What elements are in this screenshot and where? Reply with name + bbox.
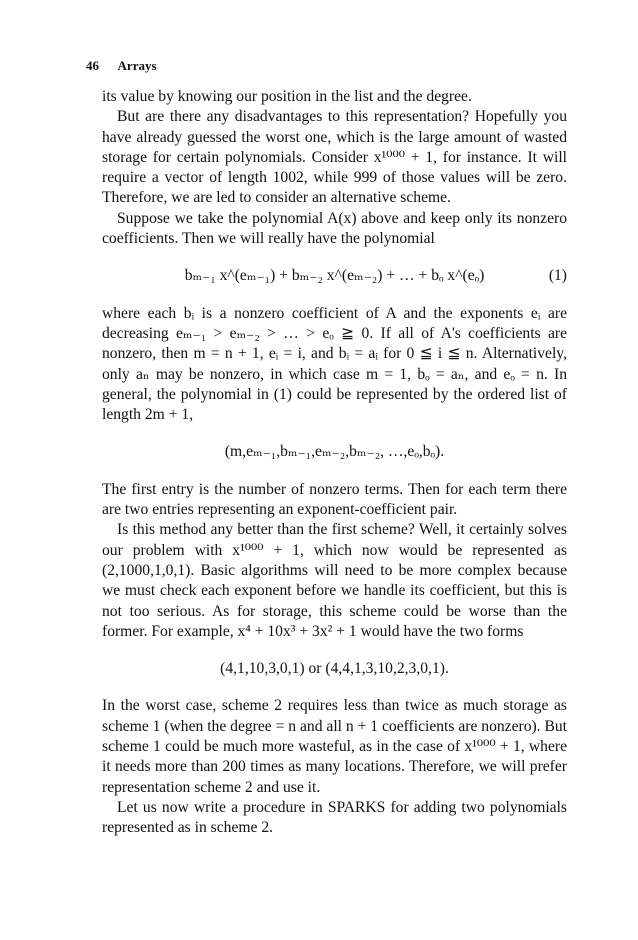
running-title: Arrays xyxy=(117,58,157,73)
paragraph-7: In the worst case, scheme 2 requires less than twice as much storage as scheme 1 (when the degree = n and all n + 1 coefficients are nonzero). But scheme 1 could be much more wasteful, as in the case of x¹⁰⁰⁰ + 1, where it needs more than 200 times as many locations. Therefore, we will prefer representation scheme 2 and use it. xyxy=(102,697,568,796)
equation-3: (4,1,10,3,0,1) or (4,4,1,3,10,2,3,0,1). xyxy=(220,660,449,678)
equation-2: (m,eₘ₋₁,bₘ₋₁,eₘ₋₂,bₘ₋₂, …,eₒ,bₒ). xyxy=(224,443,445,461)
page-body xyxy=(102,87,567,839)
paragraph-1: its value by knowing our position in the list and the degree. xyxy=(102,88,472,105)
equation-number: (1) xyxy=(548,267,567,285)
paragraph-5: The first entry is the number of nonzero terms. Then for each term there are two entries representing an exponent-coefficient pair. xyxy=(102,480,567,519)
paragraph-4: where each bᵢ is a nonzero coefficient of A and the exponents eᵢ are decreasing eₘ₋₁ > eₘ₋₂ > … > eₒ ≧ 0. If all of A's coefficients are nonzero, then m = n + 1, eᵢ = i, and bᵢ = aᵢ for 0 ≦ i ≦ n. Alternatively, only aₙ may be nonzero, in which case m = 1, bₒ = aₙ, and eₒ = n. In general, the polynomial in (1) could be represented by the ordered list of length 2m + 1, xyxy=(102,304,567,424)
equation-1 xyxy=(102,266,567,286)
paragraph-2: But are there any disadvantages to this representation? Hopefully you have already guessed the worst one, which is the large amount of wasted storage for certain polynomials. Consider x¹⁰⁰⁰ + 1, for instance. It will require a vector of length 1002, while 999 of those values will be zero. Therefore, we are led to consider an alternative scheme. xyxy=(102,108,567,207)
paragraph-6: Is this method any better than the first scheme? Well, it certainly solves our problem with x¹⁰⁰⁰ + 1, which now would be represented as (2,1000,1,0,1). Basic algorithms will need to be more complex because we must check each exponent before we handle its coefficient, but this is not too serious. As for storage, this scheme could be worse than the former. For example, x⁴ + 10x³ + 3x² + 1 would have the two forms xyxy=(102,521,567,640)
equation-1-body: bₘ₋₁ x^(eₘ₋₁) + bₘ₋₂ x^(eₘ₋₂) + … + bₒ x^(eₒ) xyxy=(184,267,485,285)
page-number: 46 xyxy=(86,58,99,73)
paragraph-3: Suppose we take the polynomial A(x) above and keep only its nonzero coefficients. Then we will really have the polynomial xyxy=(102,209,567,248)
running-header xyxy=(86,56,157,76)
paragraph-8: Let us now write a procedure in SPARKS for adding two polynomials represented as in scheme 2. xyxy=(102,798,567,837)
